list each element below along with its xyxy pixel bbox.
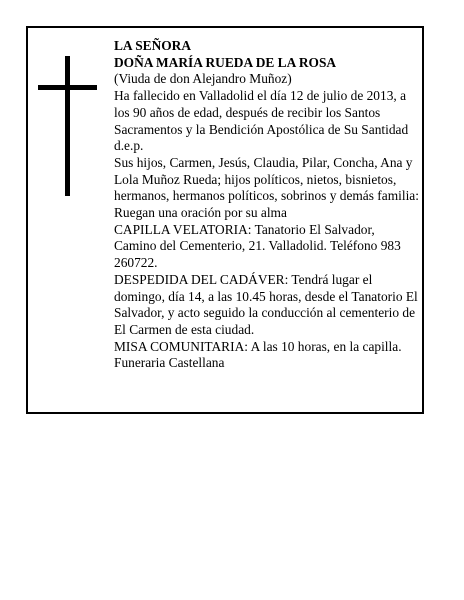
cross-icon [65, 56, 70, 196]
obituary-text [114, 38, 419, 372]
farewell-info: DESPEDIDA DEL CADÁVER: Tendrá lugar el domingo, día 14, a las 10.45 horas, desde el Tanatorio El Salvador, y acto seguido la conducción al cementerio de El Carmen de esta ciudad. [114, 271, 418, 337]
deceased-name: DOÑA MARÍA RUEDA DE LA ROSA [114, 54, 337, 70]
widow-line: (Viuda de don Alejandro Muñoz) [114, 71, 292, 87]
chapel-info: CAPILLA VELATORIA: Tanatorio El Salvador, Camino del Cementerio, 21. Valladolid. Teléfono 983 260722. [114, 221, 401, 271]
death-announcement: Ha fallecido en Valladolid el día 12 de julio de 2013, a los 90 años de edad, después de recibir los Santos Sacramentos y la Bendición Apostólica de Su Santidad [114, 88, 409, 137]
cross-icon-crossbar [38, 85, 97, 90]
prayer-request: Ruegan una oración por su alma [114, 205, 287, 221]
mass-info: MISA COMUNITARIA: A las 10 horas, en la capilla. [114, 338, 402, 354]
rip-text: d.e.p. [114, 138, 144, 154]
family-list: Sus hijos, Carmen, Jesús, Claudia, Pilar, Concha, Ana y Lola Muñoz Rueda; hijos políticos, nietos, bisnietos, hermanos, hermanos políticos, sobrinos y demás familia: [114, 154, 419, 204]
funeral-home: Funeraria Castellana [114, 355, 225, 371]
notice-title: LA SEÑORA [114, 38, 192, 53]
